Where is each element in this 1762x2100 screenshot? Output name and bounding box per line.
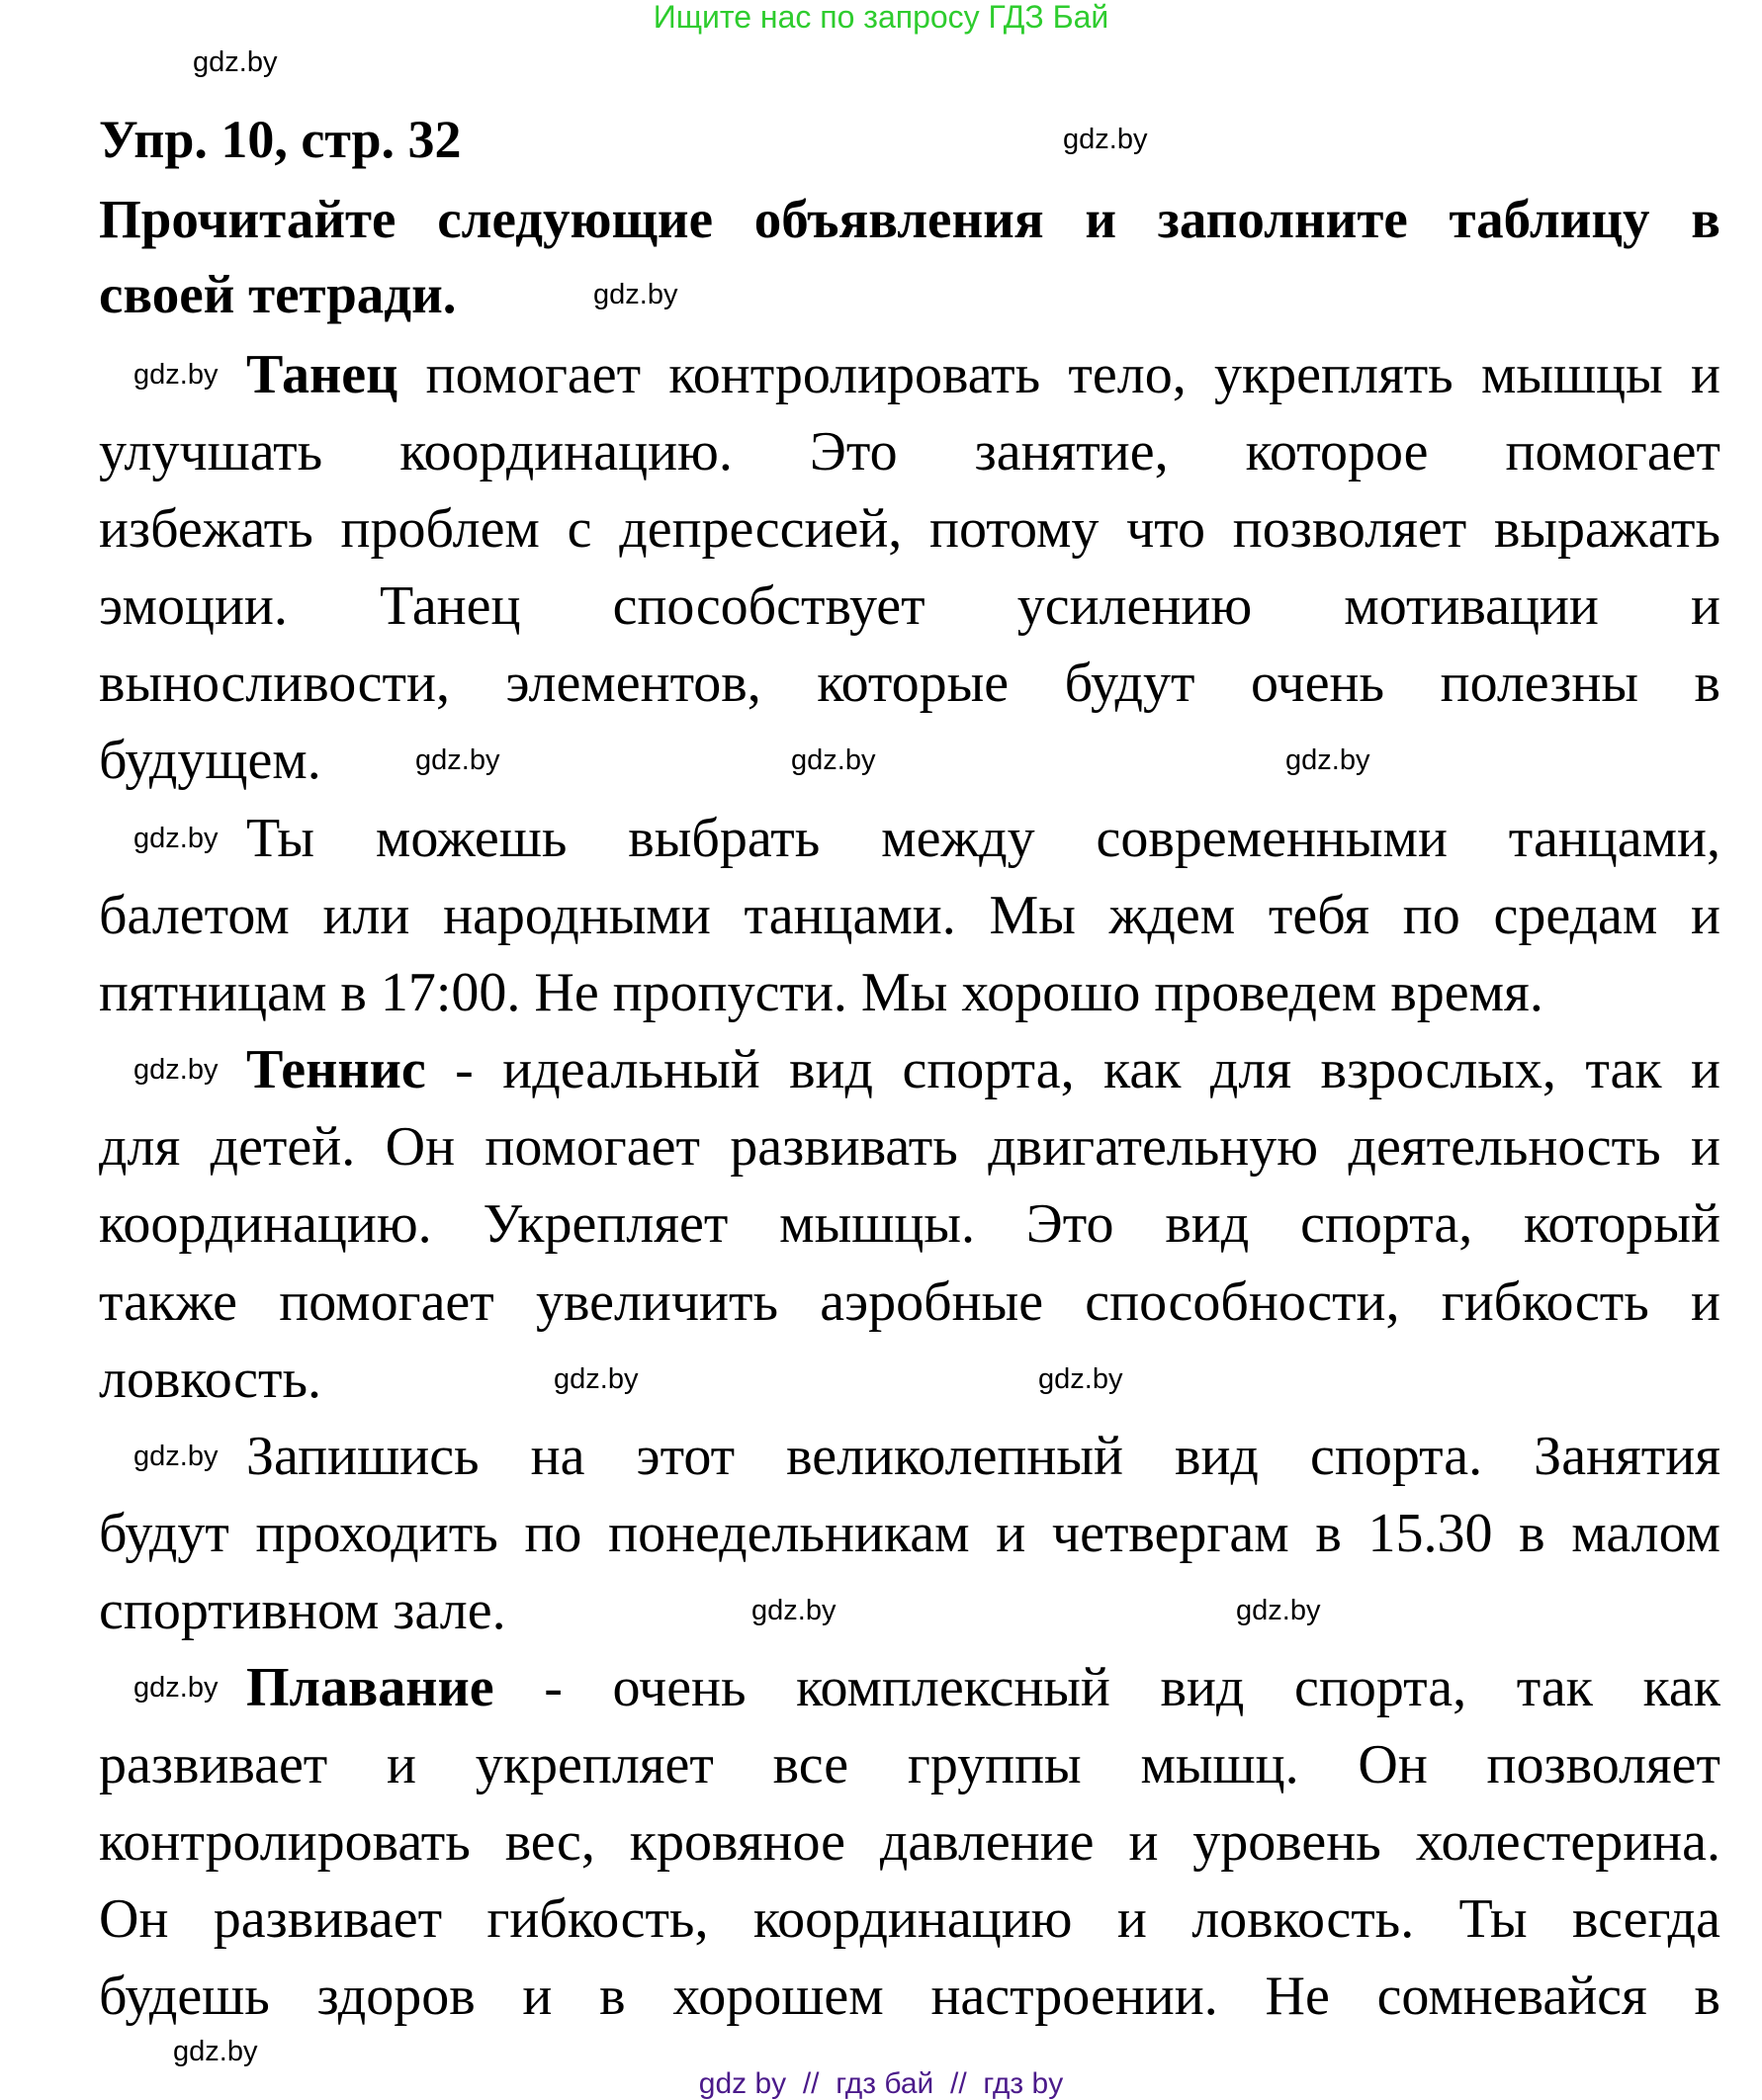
text-line [246,1031,1720,1108]
text-line: избежать проблем с депрессией, потому что позволяет выражать [99,498,1720,560]
text-line: выносливости, элементов, которые будут очень полезны в [99,653,1720,714]
watermark: gdz.by [415,744,500,776]
text: - очень комплексный вид спорта, так как [493,1657,1720,1718]
watermark: gdz.by [1236,1595,1321,1626]
text-line: развивает и укрепляет все группы мышц. Он позволяет [99,1734,1720,1795]
watermark: gdz.by [1063,124,1148,155]
text-line: эмоции. Танец способствует усилению мотивации и [99,575,1720,637]
watermark: gdz.by [751,1595,837,1626]
text-line: спортивном зале. [99,1580,506,1641]
text-line: Ты можешь выбрать между современными танцами, [246,808,1720,869]
text-line: также помогает увеличить аэробные способности, гибкость и [99,1271,1720,1333]
text-line: будущем. [99,730,321,791]
watermark: gdz.by [554,1363,639,1395]
task-line: Прочитайте следующие объявления и заполните таблицу в [99,189,1720,249]
watermark: gdz.by [1038,1363,1123,1395]
watermark: gdz.by [133,1054,219,1086]
watermark: gdz.by [133,1672,219,1704]
watermark: gdz.by [133,1441,219,1472]
text: - идеальный вид спорта, как для взрослых, так и [425,1039,1720,1100]
text-line: Запишись на этот великолепный вид спорта. Занятия [246,1426,1720,1487]
exercise-title: Упр. 10, стр. 32 [99,110,462,169]
top-banner: Ищите нас по запросу ГДЗ Бай [653,0,1109,35]
keyword-tennis: Теннис [246,1039,426,1100]
watermark: gdz.by [1285,744,1370,776]
task-line: своей тетради. [99,264,457,324]
text-line [246,336,1720,413]
watermark: gdz.by [173,2036,258,2067]
text: помогает контролировать тело, укреплять мышцы и [397,344,1720,405]
watermark: gdz.by [133,823,219,854]
text-line: пятницам в 17:00. Не пропусти. Мы хорошо проведем время. [99,962,1543,1023]
text-line [246,1649,1720,1726]
watermark: gdz.by [133,359,219,391]
text-line: будут проходить по понедельникам и четвергам в 15.30 в малом [99,1503,1720,1564]
text-line: координацию. Укрепляет мышцы. Это вид спорта, который [99,1193,1720,1255]
text-line: для детей. Он помогает развивать двигательную деятельность и [99,1116,1720,1178]
keyword-swimming: Плавание [246,1657,494,1718]
text-line: ловкость. [99,1349,322,1410]
text-line: балетом или народными танцами. Мы ждем тебя по средам и [99,885,1720,946]
keyword-dance: Танец [246,344,398,405]
text-line: Он развивает гибкость, координацию и ловкость. Ты всегда [99,1888,1720,1950]
text-line: улучшать координацию. Это занятие, которое помогает [99,421,1720,482]
text-line: контролировать вес, кровяное давление и уровень холестерина. [99,1811,1720,1873]
watermark: gdz.by [791,744,876,776]
watermark: gdz.by [193,46,278,78]
text-line: будешь здоров и в хорошем настроении. Не сомневайся в [99,1966,1720,2027]
watermark: gdz.by [593,279,678,310]
bottom-banner: gdz by // гдз бай // гдз by [698,2067,1064,2100]
